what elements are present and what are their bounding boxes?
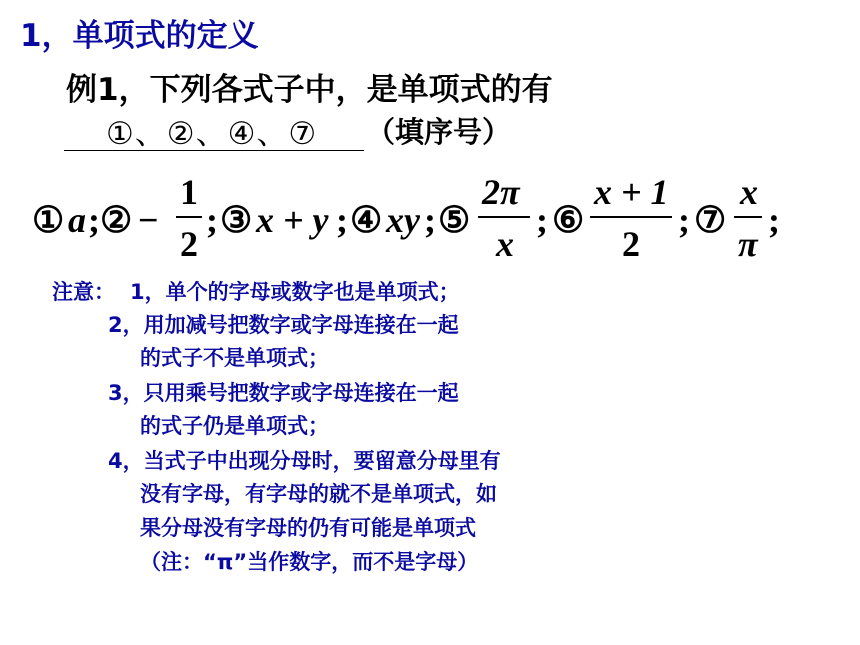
formula-marker-5: ⑤: [438, 200, 471, 240]
formula-sep: ;: [536, 200, 548, 240]
fraction-numerator: x: [740, 172, 758, 212]
formula-marker-1: ①: [32, 200, 65, 240]
example-answer: ①、②、④、⑦: [106, 116, 318, 152]
note-line: 4，当式子中出现分母时，要留意分母里有: [108, 449, 501, 473]
fraction-denominator: π: [738, 224, 758, 264]
note-line: 2，用加减号把数字或字母连接在一起: [108, 313, 459, 337]
fraction-numerator: x + 1: [594, 172, 669, 212]
fraction-denominator: 2: [180, 224, 198, 264]
formula-expr-x-plus-y: x + y: [256, 200, 329, 240]
formula-var-a: a: [68, 200, 86, 240]
answer-underline: [64, 150, 364, 151]
fraction-denominator: 2: [622, 224, 640, 264]
formula-marker-2: ②: [100, 200, 133, 240]
fraction-numerator: 1: [180, 172, 198, 212]
note-line: （注：“π”当作数字，而不是字母）: [140, 550, 479, 574]
note-label: 注意：: [52, 280, 115, 304]
note-line: 3，只用乘号把数字或字母连接在一起: [108, 381, 459, 405]
answer-note: （填序号）: [366, 115, 512, 149]
note-line: 果分母没有字母的仍有可能是单项式: [140, 516, 476, 540]
formula-minus: −: [138, 200, 159, 240]
fraction-numerator: 2π: [482, 172, 520, 212]
formula-marker-3: ③: [220, 200, 253, 240]
example-question: 例1，下列各式子中，是单项式的有: [66, 72, 553, 108]
formula-marker-7: ⑦: [694, 200, 727, 240]
formula-sep: ;: [678, 200, 690, 240]
slide-title: 1，单项式的定义: [20, 18, 259, 54]
formula-sep: ;: [336, 200, 348, 240]
formula-list: [30, 172, 830, 268]
note-line: 1，单个的字母或数字也是单项式；: [130, 280, 460, 304]
formula-sep: ;: [88, 200, 100, 240]
formula-sep: ;: [424, 200, 436, 240]
formula-expr-xy: xy: [386, 200, 420, 240]
fraction-denominator: x: [496, 224, 514, 264]
note-line: 的式子不是单项式；: [140, 346, 329, 370]
formula-marker-4: ④: [350, 200, 383, 240]
note-line: 没有字母，有字母的就不是单项式，如: [140, 482, 497, 506]
note-line: 的式子仍是单项式；: [140, 414, 329, 438]
formula-sep: ;: [206, 200, 218, 240]
formula-marker-6: ⑥: [552, 200, 585, 240]
formula-sep: ;: [768, 200, 780, 240]
